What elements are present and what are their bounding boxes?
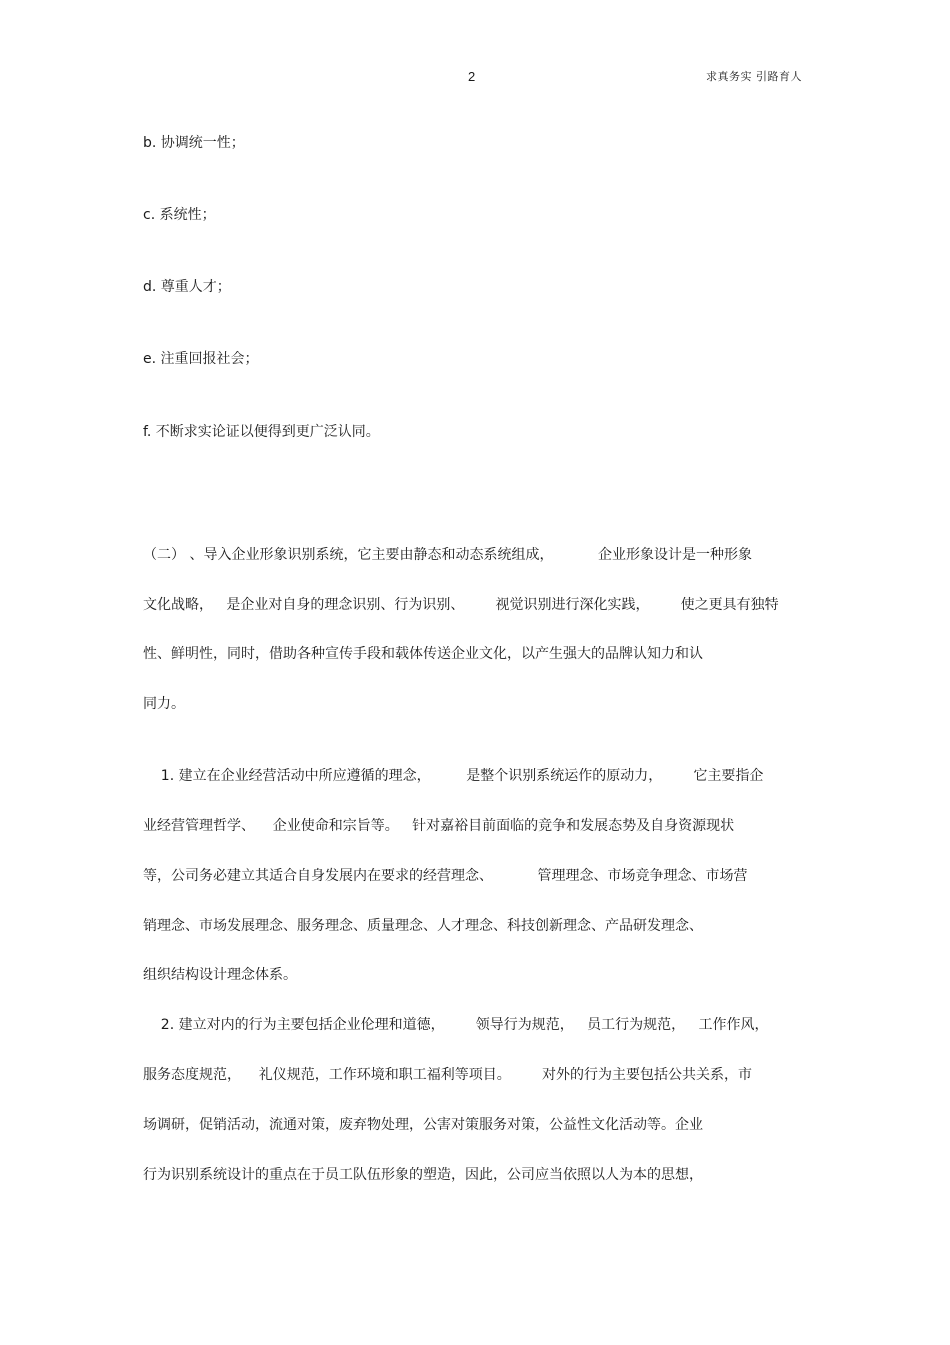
list-item-d: d. 尊重人才； (143, 279, 231, 295)
item2-line: 行为识别系统设计的重点在于员工队伍形象的塑造，因此，公司应当依照以人为本的思想， (143, 1167, 703, 1183)
section2-line: 文化战略， 是企业对自身的理念识别、行为识别、 视觉识别进行深化实践， 使之更具有独特 (143, 597, 779, 613)
item2-line: 服务态度规范， 礼仪规范，工作环境和职工福利等项目。 对外的行为主要包括公共关系，市 (143, 1067, 752, 1083)
header-motto: 求真务实 引路育人 (706, 70, 802, 83)
item1-line: 组织结构设计理念体系。 (143, 967, 297, 983)
item1-line: 销理念、市场发展理念、服务理念、质量理念、人才理念、科技创新理念、产品研发理念、 (143, 918, 703, 934)
list-item-b: b. 协调统一性； (143, 135, 245, 151)
item2-line: 场调研，促销活动，流通对策，废弃物处理，公害对策服务对策，公益性文化活动等。企业 (143, 1117, 703, 1133)
list-item-c: c. 系统性； (143, 207, 216, 223)
item1-line: 1. 建立在企业经营活动中所应遵循的理念， 是整个识别系统运作的原动力， 它主要指企 (143, 768, 764, 784)
list-item-f: f. 不断求实论证以便得到更广泛认同。 (143, 424, 380, 440)
section2-line: 性、鲜明性，同时，借助各种宣传手段和载体传送企业文化，以产生强大的品牌认知力和认 (143, 646, 703, 662)
section2-line: 同力。 (143, 696, 185, 712)
section2-line: （二） 、导入企业形象识别系统，它主要由静态和动态系统组成， 企业形象设计是一种形象 (143, 547, 752, 563)
item1-line: 等，公司务必建立其适合自身发展内在要求的经营理念、 管理理念、市场竞争理念、市场营 (143, 868, 748, 884)
item1-line: 业经营管理哲学、 企业使命和宗旨等。 针对嘉裕目前面临的竞争和发展态势及自身资源现状 (143, 818, 735, 834)
page-number: 2 (468, 69, 476, 84)
list-item-e: e. 注重回报社会； (143, 351, 259, 367)
item2-line: 2. 建立对内的行为主要包括企业伦理和道德， 领导行为规范， 员工行为规范， 工作作风， (143, 1017, 769, 1033)
